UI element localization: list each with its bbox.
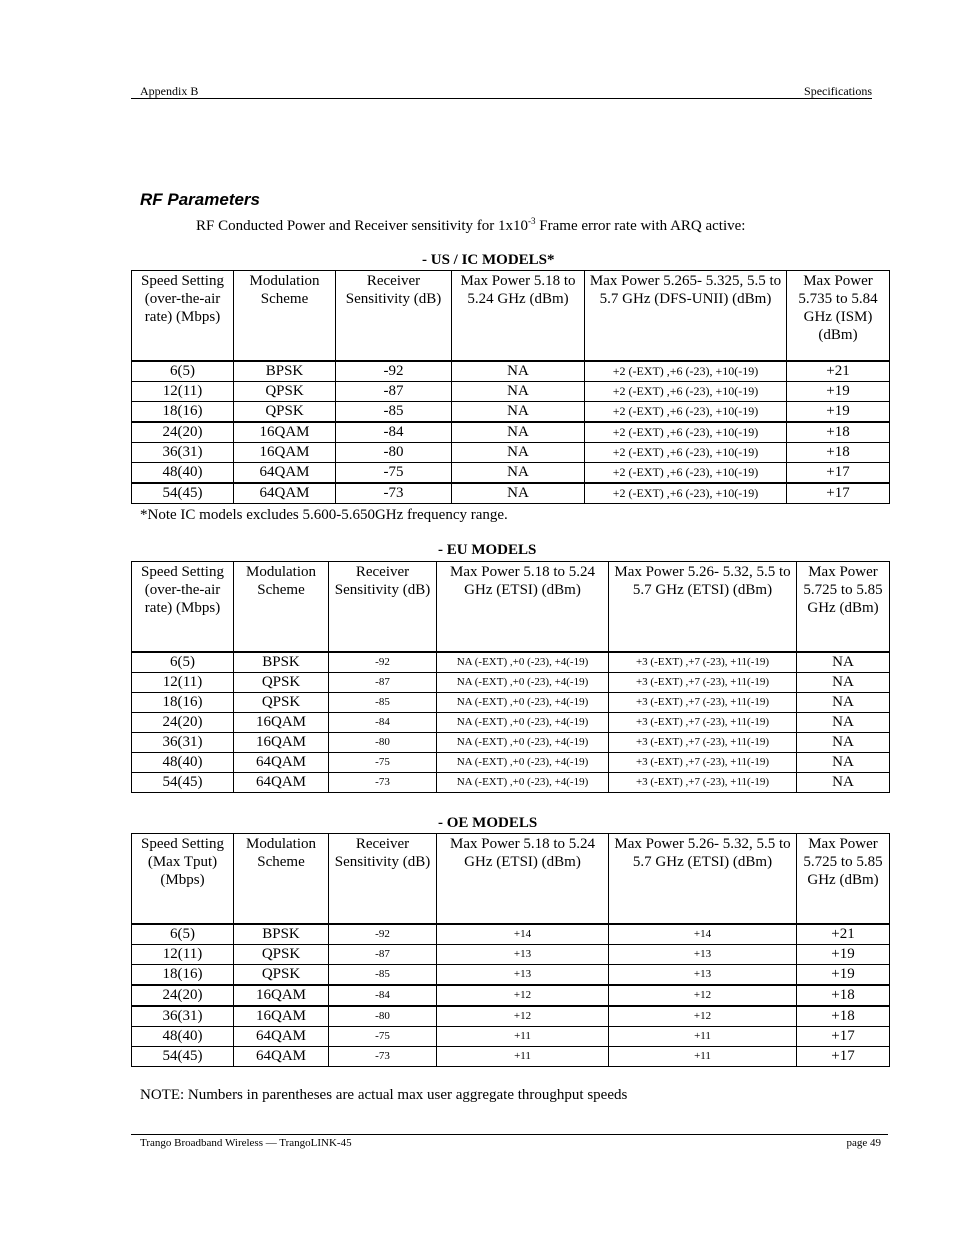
table-row <box>132 422 890 443</box>
table-row <box>132 693 890 713</box>
cell-maxpower-a: +13 <box>437 945 609 965</box>
cell-maxpower-c: +17 <box>797 1047 890 1067</box>
cell-maxpower-b: +3 (-EXT) ,+7 (-23), +11(-19) <box>609 753 797 773</box>
cell-speed: 18(16) <box>132 693 234 713</box>
cell-maxpower-b: +2 (-EXT) ,+6 (-23), +10(-19) <box>585 361 787 382</box>
cell-modulation: 64QAM <box>234 483 336 504</box>
cell-maxpower-c: +19 <box>787 382 890 402</box>
table-row <box>132 985 890 1006</box>
cell-sensitivity: -84 <box>329 985 437 1006</box>
table-row <box>132 402 890 423</box>
cell-sensitivity: -73 <box>336 483 452 504</box>
cell-sensitivity: -75 <box>336 463 452 484</box>
cell-maxpower-a: +13 <box>437 965 609 986</box>
table-row <box>132 382 890 402</box>
cell-speed: 48(40) <box>132 463 234 484</box>
cell-maxpower-c: NA <box>797 753 890 773</box>
table-header-row <box>132 562 890 653</box>
cell-maxpower-b: +3 (-EXT) ,+7 (-23), +11(-19) <box>609 652 797 673</box>
cell-maxpower-c: +17 <box>787 463 890 484</box>
cell-sensitivity: -73 <box>329 773 437 793</box>
cell-speed: 12(11) <box>132 945 234 965</box>
cell-speed: 36(31) <box>132 733 234 753</box>
cell-modulation: 64QAM <box>234 463 336 484</box>
cell-maxpower-c: +18 <box>787 422 890 443</box>
cell-maxpower-c: NA <box>797 673 890 693</box>
cell-modulation: 16QAM <box>234 422 336 443</box>
cell-maxpower-c: NA <box>797 773 890 793</box>
table-row <box>132 483 890 504</box>
table-row <box>132 753 890 773</box>
header-speed: Speed Setting (over-the-air rate) (Mbps) <box>132 271 234 362</box>
cell-maxpower-b: +13 <box>609 965 797 986</box>
cell-maxpower-a: NA <box>452 463 585 484</box>
cell-maxpower-c: +19 <box>797 965 890 986</box>
cell-sensitivity: -92 <box>329 652 437 673</box>
header-speed: Speed Setting (over-the-air rate) (Mbps) <box>132 562 234 653</box>
header-modulation: Modulation Scheme <box>234 562 329 653</box>
header-maxpower-b: Max Power 5.265- 5.325, 5.5 to 5.7 GHz (DFS-UNII) (dBm) <box>585 271 787 362</box>
header-maxpower-c: Max Power 5.725 to 5.85 GHz (dBm) <box>797 834 890 925</box>
header-sensitivity: Receiver Sensitivity (dB) <box>329 562 437 653</box>
cell-speed: 12(11) <box>132 382 234 402</box>
table-row <box>132 924 890 945</box>
header-modulation: Modulation Scheme <box>234 271 336 362</box>
table-row <box>132 945 890 965</box>
table-oe-models <box>131 833 890 1067</box>
header-maxpower-b: Max Power 5.26- 5.32, 5.5 to 5.7 GHz (ETSI) (dBm) <box>609 834 797 925</box>
footer-left: Trango Broadband Wireless — TrangoLINK-45 <box>140 1137 352 1149</box>
cell-maxpower-b: +3 (-EXT) ,+7 (-23), +11(-19) <box>609 713 797 733</box>
footnote: NOTE: Numbers in parentheses are actual max user aggregate throughput speeds <box>140 1087 628 1103</box>
cell-modulation: QPSK <box>234 402 336 423</box>
cell-sensitivity: -75 <box>329 753 437 773</box>
cell-maxpower-a: NA <box>452 443 585 463</box>
cell-sensitivity: -84 <box>329 713 437 733</box>
cell-sensitivity: -87 <box>329 945 437 965</box>
cell-speed: 54(45) <box>132 483 234 504</box>
cell-speed: 48(40) <box>132 753 234 773</box>
cell-maxpower-b: +13 <box>609 945 797 965</box>
cell-speed: 36(31) <box>132 443 234 463</box>
cell-maxpower-b: +2 (-EXT) ,+6 (-23), +10(-19) <box>585 402 787 423</box>
cell-speed: 24(20) <box>132 985 234 1006</box>
cell-maxpower-c: NA <box>797 693 890 713</box>
header-right: Specifications <box>804 84 872 98</box>
table-header-row <box>132 834 890 925</box>
cell-maxpower-a: NA <box>452 361 585 382</box>
cell-maxpower-b: +3 (-EXT) ,+7 (-23), +11(-19) <box>609 773 797 793</box>
cell-speed: 54(45) <box>132 773 234 793</box>
header-sensitivity: Receiver Sensitivity (dB) <box>329 834 437 925</box>
cell-speed: 54(45) <box>132 1047 234 1067</box>
cell-sensitivity: -80 <box>329 733 437 753</box>
cell-maxpower-b: +3 (-EXT) ,+7 (-23), +11(-19) <box>609 673 797 693</box>
cell-maxpower-a: NA (-EXT) ,+0 (-23), +4(-19) <box>437 733 609 753</box>
cell-speed: 48(40) <box>132 1027 234 1047</box>
cell-speed: 12(11) <box>132 673 234 693</box>
cell-sensitivity: -80 <box>336 443 452 463</box>
cell-modulation: 16QAM <box>234 1006 329 1027</box>
cell-speed: 24(20) <box>132 713 234 733</box>
header-modulation: Modulation Scheme <box>234 834 329 925</box>
cell-modulation: BPSK <box>234 361 336 382</box>
table-row <box>132 965 890 986</box>
cell-modulation: QPSK <box>234 382 336 402</box>
cell-speed: 18(16) <box>132 965 234 986</box>
cell-maxpower-a: NA (-EXT) ,+0 (-23), +4(-19) <box>437 652 609 673</box>
page-footer <box>131 1134 888 1149</box>
table-row <box>132 713 890 733</box>
cell-modulation: QPSK <box>234 965 329 986</box>
table-caption-oe: - OE MODELS <box>438 815 538 831</box>
table-row <box>132 443 890 463</box>
header-maxpower-a: Max Power 5.18 to 5.24 GHz (ETSI) (dBm) <box>437 562 609 653</box>
cell-maxpower-c: +19 <box>797 945 890 965</box>
table-caption-eu: - EU MODELS <box>438 542 537 558</box>
cell-sensitivity: -80 <box>329 1006 437 1027</box>
cell-maxpower-b: +2 (-EXT) ,+6 (-23), +10(-19) <box>585 463 787 484</box>
cell-sensitivity: -92 <box>329 924 437 945</box>
cell-maxpower-c: NA <box>797 652 890 673</box>
cell-maxpower-b: +14 <box>609 924 797 945</box>
table-header-row <box>132 271 890 362</box>
cell-maxpower-c: +19 <box>787 402 890 423</box>
header-speed: Speed Setting (Max Tput) (Mbps) <box>132 834 234 925</box>
cell-modulation: QPSK <box>234 693 329 713</box>
cell-sensitivity: -85 <box>329 693 437 713</box>
cell-sensitivity: -85 <box>329 965 437 986</box>
cell-maxpower-a: NA (-EXT) ,+0 (-23), +4(-19) <box>437 673 609 693</box>
table-row <box>132 1006 890 1027</box>
header-maxpower-a: Max Power 5.18 to 5.24 GHz (dBm) <box>452 271 585 362</box>
cell-speed: 36(31) <box>132 1006 234 1027</box>
cell-maxpower-a: NA <box>452 402 585 423</box>
cell-maxpower-c: +21 <box>797 924 890 945</box>
header-sensitivity: Receiver Sensitivity (dB) <box>336 271 452 362</box>
cell-modulation: 64QAM <box>234 773 329 793</box>
page-header <box>131 84 872 99</box>
header-left: Appendix B <box>140 84 199 98</box>
cell-maxpower-b: +2 (-EXT) ,+6 (-23), +10(-19) <box>585 483 787 504</box>
cell-sensitivity: -87 <box>329 673 437 693</box>
cell-maxpower-a: NA (-EXT) ,+0 (-23), +4(-19) <box>437 753 609 773</box>
cell-maxpower-a: +14 <box>437 924 609 945</box>
table-row <box>132 673 890 693</box>
header-maxpower-c: Max Power 5.725 to 5.85 GHz (dBm) <box>797 562 890 653</box>
cell-modulation: 16QAM <box>234 985 329 1006</box>
cell-maxpower-c: +18 <box>797 1006 890 1027</box>
section-title: RF Parameters <box>140 190 261 209</box>
table-row <box>132 773 890 793</box>
cell-modulation: QPSK <box>234 945 329 965</box>
cell-maxpower-c: +17 <box>797 1027 890 1047</box>
cell-modulation: 16QAM <box>234 713 329 733</box>
cell-maxpower-a: NA (-EXT) ,+0 (-23), +4(-19) <box>437 693 609 713</box>
cell-maxpower-b: +3 (-EXT) ,+7 (-23), +11(-19) <box>609 733 797 753</box>
cell-sensitivity: -85 <box>336 402 452 423</box>
cell-maxpower-c: NA <box>797 733 890 753</box>
cell-sensitivity: -92 <box>336 361 452 382</box>
cell-modulation: BPSK <box>234 924 329 945</box>
cell-maxpower-c: +17 <box>787 483 890 504</box>
cell-modulation: QPSK <box>234 673 329 693</box>
cell-maxpower-a: NA (-EXT) ,+0 (-23), +4(-19) <box>437 713 609 733</box>
cell-maxpower-c: NA <box>797 713 890 733</box>
cell-maxpower-a: +12 <box>437 985 609 1006</box>
cell-maxpower-b: +12 <box>609 1006 797 1027</box>
footer-right: page 49 <box>846 1137 881 1149</box>
cell-modulation: 64QAM <box>234 753 329 773</box>
cell-maxpower-c: +21 <box>787 361 890 382</box>
cell-maxpower-a: +11 <box>437 1047 609 1067</box>
header-maxpower-b: Max Power 5.26- 5.32, 5.5 to 5.7 GHz (ETSI) (dBm) <box>609 562 797 653</box>
cell-maxpower-b: +11 <box>609 1027 797 1047</box>
cell-maxpower-a: +12 <box>437 1006 609 1027</box>
table-row <box>132 361 890 382</box>
cell-sensitivity: -84 <box>336 422 452 443</box>
table-caption-us: - US / IC MODELS* <box>422 252 555 268</box>
table-note-ic: *Note IC models excludes 5.600-5.650GHz frequency range. <box>140 507 508 523</box>
cell-maxpower-c: +18 <box>787 443 890 463</box>
cell-maxpower-a: +11 <box>437 1027 609 1047</box>
cell-maxpower-a: NA <box>452 422 585 443</box>
cell-modulation: 16QAM <box>234 443 336 463</box>
table-row <box>132 733 890 753</box>
cell-maxpower-b: +2 (-EXT) ,+6 (-23), +10(-19) <box>585 422 787 443</box>
cell-speed: 24(20) <box>132 422 234 443</box>
cell-maxpower-a: NA <box>452 483 585 504</box>
table-row <box>132 463 890 484</box>
cell-modulation: BPSK <box>234 652 329 673</box>
cell-maxpower-b: +11 <box>609 1047 797 1067</box>
intro-text: RF Conducted Power and Receiver sensitivity for $1x10^{-3}$ Frame error rate with ARQ active: <box>196 216 746 234</box>
table-eu-models <box>131 561 890 793</box>
cell-modulation: 64QAM <box>234 1047 329 1067</box>
header-maxpower-c: Max Power 5.735 to 5.84 GHz (ISM) (dBm) <box>787 271 890 362</box>
cell-maxpower-b: +3 (-EXT) ,+7 (-23), +11(-19) <box>609 693 797 713</box>
cell-maxpower-b: +2 (-EXT) ,+6 (-23), +10(-19) <box>585 382 787 402</box>
cell-maxpower-c: +18 <box>797 985 890 1006</box>
cell-speed: 6(5) <box>132 924 234 945</box>
table-row <box>132 1027 890 1047</box>
table-us-ic-models <box>131 270 890 504</box>
cell-sensitivity: -87 <box>336 382 452 402</box>
cell-sensitivity: -75 <box>329 1027 437 1047</box>
cell-speed: 6(5) <box>132 652 234 673</box>
cell-modulation: 64QAM <box>234 1027 329 1047</box>
cell-maxpower-b: +2 (-EXT) ,+6 (-23), +10(-19) <box>585 443 787 463</box>
cell-maxpower-b: +12 <box>609 985 797 1006</box>
table-row <box>132 1047 890 1067</box>
header-maxpower-a: Max Power 5.18 to 5.24 GHz (ETSI) (dBm) <box>437 834 609 925</box>
cell-speed: 18(16) <box>132 402 234 423</box>
cell-maxpower-a: NA (-EXT) ,+0 (-23), +4(-19) <box>437 773 609 793</box>
table-row <box>132 652 890 673</box>
cell-sensitivity: -73 <box>329 1047 437 1067</box>
cell-modulation: 16QAM <box>234 733 329 753</box>
cell-speed: 6(5) <box>132 361 234 382</box>
cell-maxpower-a: NA <box>452 382 585 402</box>
